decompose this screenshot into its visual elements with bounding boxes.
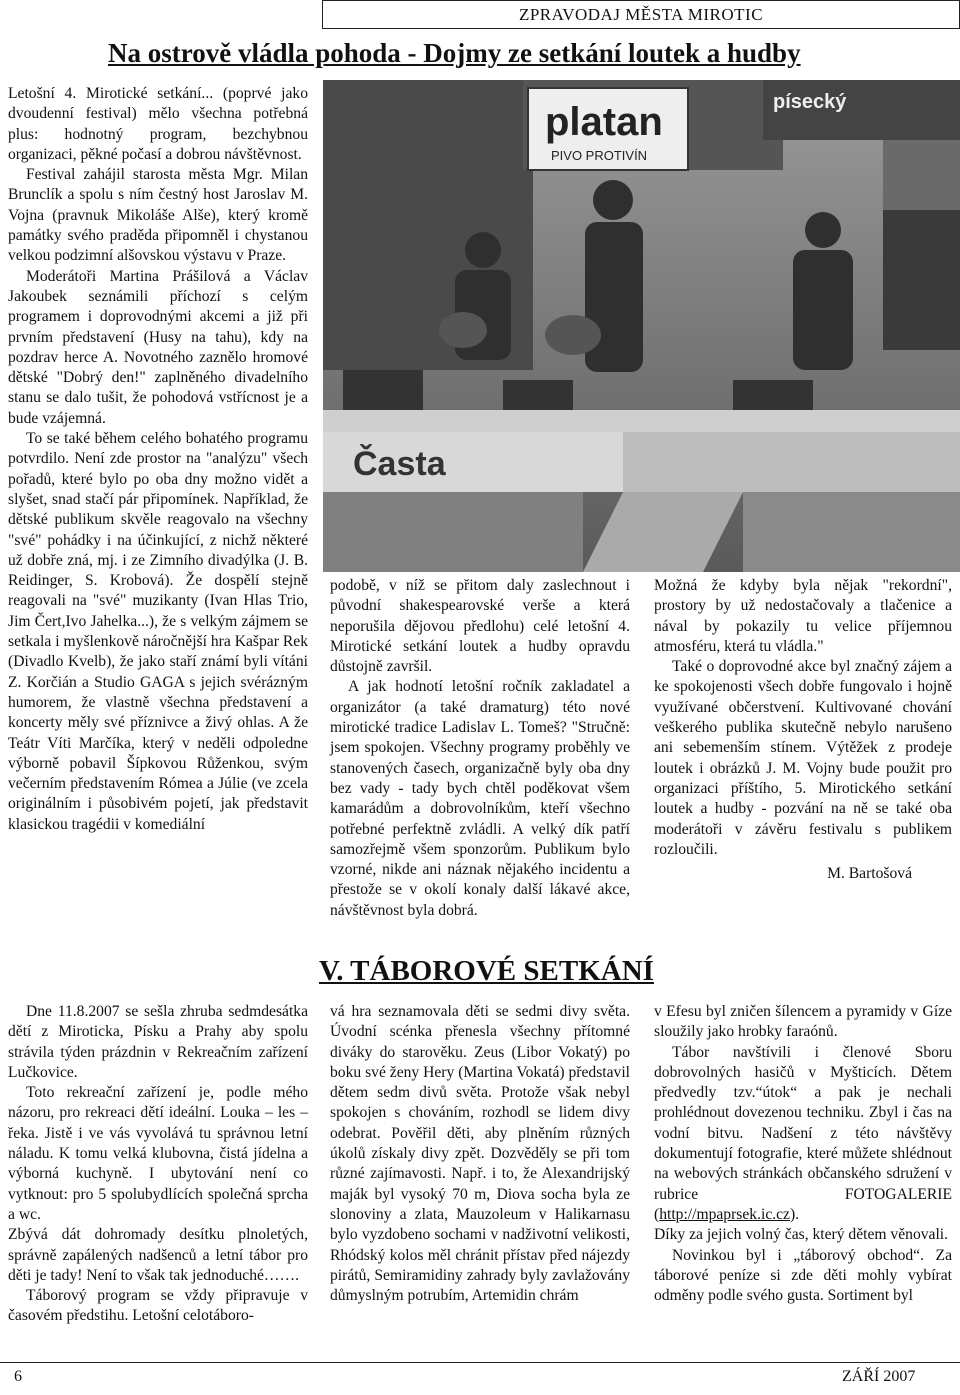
article2-column-1 [8,1002,308,1327]
paragraph: vá hra seznamovala děti se sedmi divy světa. Úvodní scénka přenesla všechny přítomné diváky do starověku. Zeus (Libor Vokatý) po boku své ženy Hery (Martina Vokatá) představil dětem sedm divů světa. Protože však nebyl spokojen s chováním, rozhodl se lidem divy odebrat. Pověřil děti, aby plněním různých úkolů získaly divy zpět. Dozvěděly se při tom různé zajímavosti. Např. i to, že Alexandrijský maják byl vysoký 70 m, Diova socha byla ze slonoviny a zlata, Mauzoleum v Halikarnasu bylo vyzdobeno sochami v nadživotní velikosti, Rhódský kolos měl chránit přístav před nájezdy pirátů, Semiramidiny zahrady byly zavlažovány důmyslným potrubím, Artemidin chrám [330,1003,630,1305]
article1-column-3 [654,576,952,884]
banner-platan-text: platan [545,100,663,144]
page-number: 6 [14,1368,22,1385]
issue-date: ZÁŘÍ 2007 [842,1368,916,1385]
paragraph: Zbývá dát dohromady desítku plnoletých, správně zapálených nadšenců a letní tábor pro děti je tady! Není to však tak jednoduché……. [8,1226,308,1284]
paragraph: Dne 11.8.2007 se sešla zhruba sedmdesátka dětí z Miroticka, Písku a Prahy aby spolu strávila týden prázdnin v Rekreačním zařízení Lučkovice. [8,1003,308,1081]
paragraph: Také o doprovodné akce byl značný zájem a ke spokojenosti všech dobře fungovalo i hojně využívané občerstvení. Kultivované chování veškerého publika skutečně nebylo narušeno ani sebemenším stínem. Výtěžek z prodeje loutek i obrázků J. M. Vojny bude použit pro organizaci příštího, 5. Mirotického setkání loutek a hudby - pozvání na ně se také oba moderátoři v závěru festivalu s publikem rozloučili. [654,658,952,858]
paragraph: Možná že kdyby byla nějak "rekordní", prostory by už nedostačovaly a tlačenice a nával by pokazily tu velice příjemnou atmosféru, která tu vládla." [654,577,952,655]
paragraph: Díky za jejich volný čas, který dětem věnovali. [654,1226,949,1244]
paragraph: Táborový program se vždy připravuje v časovém předstihu. Letošní celotáboro- [8,1287,308,1325]
banner-casta-text: Časta [353,445,446,483]
article1-column-2 [330,576,630,921]
paragraph: Letošní 4. Mirotické setkání... (poprvé jako dvoudenní festival) mělo všechna potřebná plus: hodnotný program, bezchybnou organizaci, pěkné počasí a dobrou návštěvnost. [8,85,308,163]
newsletter-header: ZPRAVODAJ MĚSTA MIROTIC [322,0,960,29]
paragraph: Festival zahájil starosta města Mgr. Milan Brunclík a spolu s ním čestný host Jaroslav M. Vojna (pravnuk Mikoláše Alše), který kromě památky svého praděda připomněl i chystanou velkou podzimní alšovskou výstavu v Praze. [8,166,308,265]
paragraph: A jak hodnotí letošní ročník zakladatel a organizátor (a také dramaturg) této nové mirotické tradice Ladislav L. Tomeš? "Stručně: jsem spokojen. Všechny programy proběhly ve stanovených časech, organizačně byly oba dny bez vady - tady bych chtěl poděkovat všem kamarádům a dobrovolníkům, kteří všechno potřebné perfektně zvládli. A velký dík patří samozřejmě všem sponzorům. Publikum bylo vzorné, nikde ani náznak nějakého incidentu a přestože se v okolí konaly další lákavé akce, návštěvnost byla dobrá. [330,678,630,919]
text-span: Tábor navštívili i členové Sboru dobrovolných hasičů v Myšticích. Dětem předvedly tzv.“útok“ a pak je nechali prohlédnout dovezenou techniku. Zbyl i čas na vodní bitvu. Nadšení z této návštěvy dokumentují fotografie, které můžete shlédnout na webových stránkách občanského sdružení v rubrice FOTOGALERIE ( [654,1043,952,1223]
paragraph: podobě, v níž se přitom daly zaslechnout i původní shakespearovské verše a která neporušila dějovou předlohu) celé letošní 4. Mirotické setkání loutek a hudby opravdu důstojně završil. [330,577,630,676]
paragraph: Toto rekreační zařízení je, podle mého názoru, pro rekreaci dětí ideální. Louka – les – řeka. Jistě i ve vás vyvolává tu správnou letní náladu. K tomu velká klubovna, čistá jídelna a výborná kuchyně. I ubytování není co vytknout: pro 5 spolubydlících společná sprcha a wc. [8,1084,308,1223]
banner-pisecky-text: písecký [773,91,847,113]
paragraph: Moderátoři Martina Prášilová a Václav Jakoubek seznámili příchozí s celým programem i doprovodnými akcemi a již při prvním představení (Husy na tahu), kdy na pozdrav herce A. Novotného zaznělo hromové dětské "Dobrý den!" zaplněného divadelního stanu se dalo tušit, že pohodová vstřícnost je a bude vzájemná. [8,267,308,427]
text-span: ). [789,1205,800,1223]
website-link[interactable]: http://mpaprsek.ic.cz [659,1205,790,1223]
paragraph: Novinkou byl i „táborový obchod“. Za táborové peníze si zde děti mohly vybírat odměny podle svého gusta. Sortiment byl [654,1246,952,1305]
paragraph: To se také během celého bohatého programu potvrdilo. Není zde prostor na "analýzu" všech pořadů, které bylo po oba dny možno vidět a slyšet, snad stačí pár připomínek. Například, že dětské publikum skvěle reagovalo na všechny "své" pohádky i na účinkující, z nichž některé už dobře zná, mj. i ze Zimního divadýlka (J. B. Reidinger, S. Krobová). Že dospělí stejně reagovali na "své" muzikanty (Ivan Hlas Trio, Jim Čert,Ivo Jahelka...), že s velkým zájmem se setkala i myšlenkově náročnější hra Kašpar Rek (Divadlo Kvelb), že jako staří známí byli vítáni Z. Korčián a Studio GAGA s jejich svérázným humorem, že vlastně všechna představení a koncerty měly své příznivce a živý ohlas. A že Teátr Víti Marčíka, který v neděli odpoledne výborně pobavil Šípkovou Růženkou, svým večerním představením Rómea a Júlie (ve zcela originálním i působivém pojetí, jak představit klasickou tragédii v komediální [8,430,308,833]
article2-column-3 [654,1002,952,1306]
author-signature: M. Bartošová [827,865,912,883]
article-headline-camp: V. TÁBOROVÉ SETKÁNÍ [319,955,654,987]
paragraph [654,1043,952,1226]
article2-column-2 [330,1002,630,1306]
article1-column-1 [8,84,308,835]
article-headline-festival: Na ostrově vládla pohoda - Dojmy ze setkání loutek a hudby [108,38,801,68]
banner-pivo-text: PIVO PROTIVÍN [551,148,648,163]
paragraph: v Efesu byl zničen šílencem a pyramidy v Gíze sloužily jako hrobky faraónů. [654,1003,952,1041]
footer-divider [0,1362,960,1363]
concert-stage-photo [323,80,960,572]
